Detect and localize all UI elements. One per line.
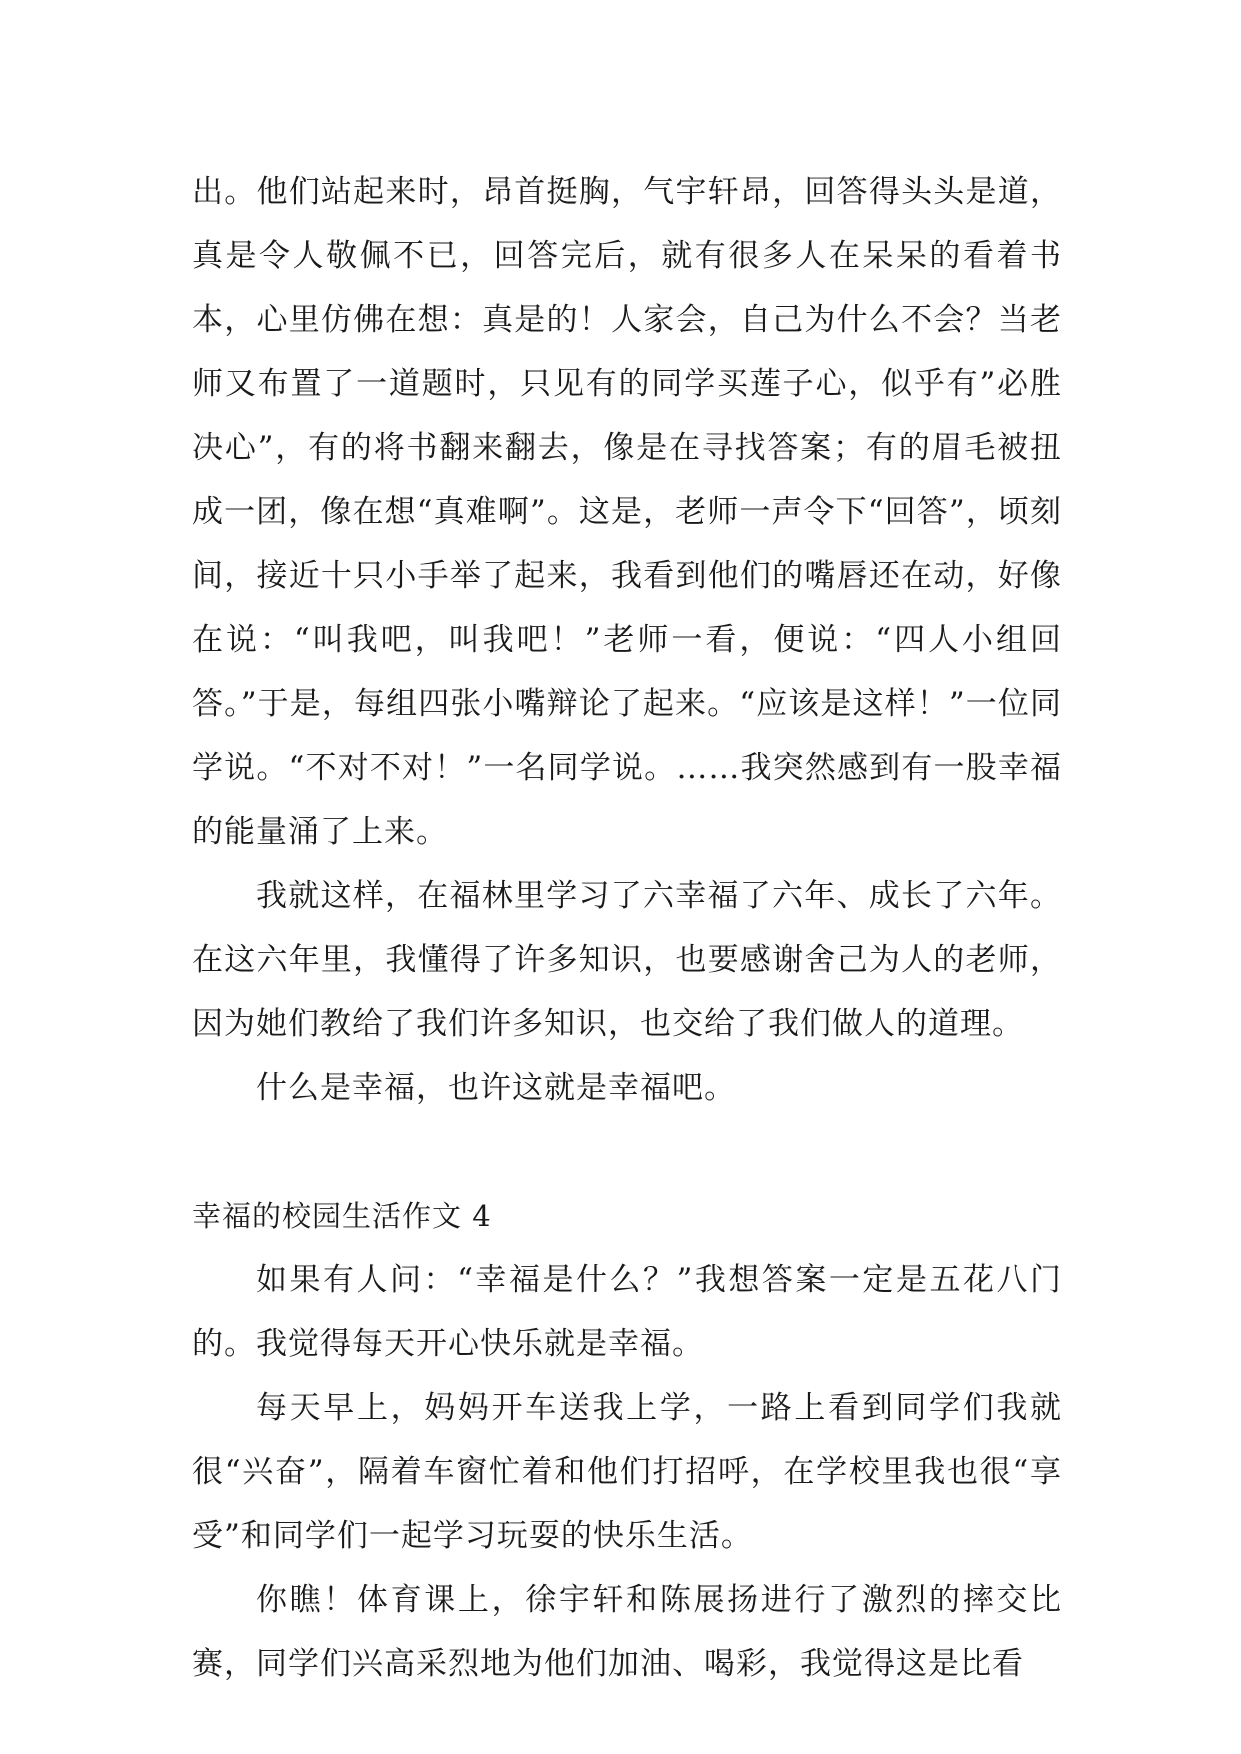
paragraph: 如果有人问：“幸福是什么？”我想答案一定是五花八门的。我觉得每天开心快乐就是幸福。 — [192, 1262, 1062, 1362]
paragraph: 我就这样，在福林里学习了六幸福了六年、成长了六年。在这六年里，我懂得了许多知识，也要感谢舍己为人的老师，因为她们教给了我们许多知识，也交给了我们做人的道理。 — [192, 878, 1062, 1042]
paragraph: 每天早上，妈妈开车送我上学，一路上看到同学们我就很“兴奋”，隔着车窗忙着和他们打招呼，在学校里我也很“享受”和同学们一起学习玩耍的快乐生活。 — [192, 1390, 1062, 1554]
paragraph: 你瞧！体育课上，徐宇轩和陈展扬进行了激烈的摔交比赛，同学们兴高采烈地为他们加油、喝彩，我觉得这是比看 — [192, 1582, 1062, 1682]
document-body — [192, 160, 1062, 1696]
section-title: 幸福的校园生活作文 4 — [192, 1199, 492, 1233]
paragraph: 什么是幸福，也许这就是幸福吧。 — [256, 1070, 736, 1106]
paragraph-continued: 出。他们站起来时，昂首挺胸，气宇轩昂，回答得头头是道，真是令人敬佩不已，回答完后，就有很多人在呆呆的看着书本，心里仿佛在想：真是的！人家会，自己为什么不会？当老师又布置了一道题时，只见有的同学买莲子心，似乎有”必胜决心”，有的将书翻来翻去，像是在寻找答案；有的眉毛被扭成一团，像在想“真难啊”。这是，老师一声令下“回答”，顷刻间，接近十只小手举了起来，我看到他们的嘴唇还在动，好像在说：“叫我吧，叫我吧！”老师一看，便说：“四人小组回答。”于是，每组四张小嘴辩论了起来。“应该是这样！”一位同学说。“不对不对！”一名同学说。……我突然感到有一股幸福的能量涌了上来。 — [192, 174, 1062, 850]
